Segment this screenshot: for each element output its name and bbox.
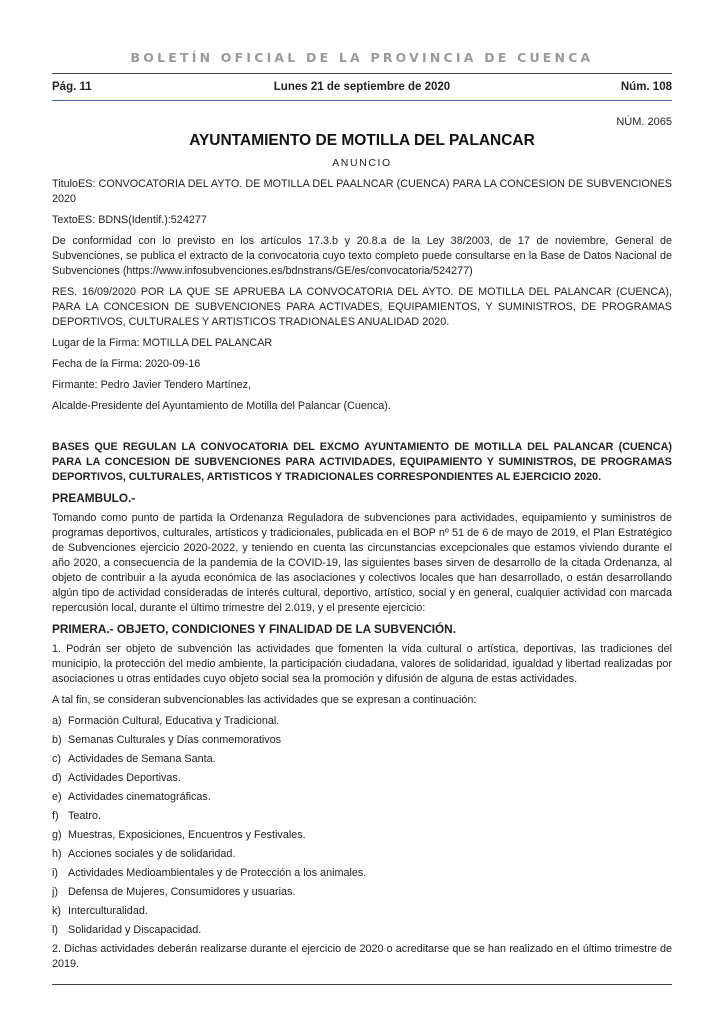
primera-heading: PRIMERA.- OBJETO, CONDICIONES Y FINALIDAD DE LA SUBVENCIÓN. xyxy=(52,622,456,636)
signature-place: Lugar de la Firma: MOTILLA DEL PALANCAR xyxy=(52,337,273,349)
list-item-text: Actividades de Semana Santa. xyxy=(68,753,216,765)
bulletin-masthead: BOLETÍN OFICIAL DE LA PROVINCIA DE CUENCA xyxy=(130,50,594,65)
list-item-text: Acciones sociales y de solidaridad. xyxy=(68,848,236,860)
list-item-text: Actividades Medioambientales y de Protección a los animales. xyxy=(68,867,367,879)
list-item-text: Semanas Culturales y Días conmemorativos xyxy=(68,734,282,746)
list-item xyxy=(52,904,672,919)
list-item-key: k) xyxy=(52,905,61,917)
preambulo-text: Tomando como punto de partida la Ordenanza Reguladora de subvenciones para actividades, equipamiento y suministros de programas deportivos, culturales, artísticos y tradicionales, publicada en el BOP nº 51 de 6 de mayo de 2019, el Plan Estratégico de Subvenciones ejercicio 2020-2022, y teniendo en cuenta las circunstancias excepcionales que estamos viviendo durante el año 2020, a consecuencia de la pandemia de la COVID-19, las siguientes bases sirven de desarrollo de la citada Ordenanza, al objeto de contribuir a la ayuda económica de las asociaciones y colectivos locales que han desarrollado, o están desarrollando algún tipo de actividad consideradas de interés cultural, deportivo, artístico, social y en general, cualquier actividad con marcada repercusión local, durante el último trimestre del 2.019, y el presente ejercicio: xyxy=(52,512,672,614)
list-item xyxy=(52,866,672,881)
footer-rule xyxy=(52,984,672,985)
document-subtitle: ANUNCIO xyxy=(332,157,392,169)
intro-paragraph: TituloES: CONVOCATORIA DEL AYTO. DE MOTILLA DEL PAALNCAR (CUENCA) PARA LA CONCESION DE SUBVENCIONES 2020 xyxy=(52,178,672,205)
header-bottom-rule xyxy=(52,100,672,101)
list-item-key: i) xyxy=(52,867,58,879)
list-item xyxy=(52,714,672,729)
signature-date: Fecha de la Firma: 2020-09-16 xyxy=(52,358,201,370)
document-body xyxy=(52,177,672,978)
header-issue-number: Núm. 108 xyxy=(620,81,672,93)
preambulo-heading: PREAMBULO.- xyxy=(52,491,136,505)
list-item-key: j) xyxy=(52,886,58,898)
document-title: AYUNTAMIENTO DE MOTILLA DEL PALANCAR xyxy=(189,132,535,149)
list-item xyxy=(52,752,672,767)
primera-paragraph: 1. Podrán ser objeto de subvención las actividades que fomenten la vida cultural o artística, deportivas, las tradiciones del municipio, la protección del medio ambiente, la participación ciudadana, valores de solidaridad, igualdad y libertad realizadas por asociaciones u otras entidades cuyo objeto social sea la promoción y difusión de alguna de estas actividades. xyxy=(52,643,672,685)
list-item-key: b) xyxy=(52,734,62,746)
list-item xyxy=(52,923,672,938)
list-item-text: Actividades cinematográficas. xyxy=(68,791,211,803)
header-date: Lunes 21 de septiembre de 2020 xyxy=(273,81,451,93)
list-item-key: h) xyxy=(52,848,62,860)
list-item-text: Muestras, Exposiciones, Encuentros y Festivales. xyxy=(68,829,306,841)
list-item-text: Actividades Deportivas. xyxy=(68,772,181,784)
list-item xyxy=(52,790,672,805)
list-item-text: Formación Cultural, Educativa y Tradicional. xyxy=(68,715,280,727)
list-item-key: l) xyxy=(52,924,58,936)
list-item-key: c) xyxy=(52,753,61,765)
signatory-role: Alcalde-Presidente del Ayuntamiento de Motilla del Palancar (Cuenca). xyxy=(52,400,391,412)
intro-paragraph: RES. 16/09/2020 POR LA QUE SE APRUEBA LA CONVOCATORIA DEL AYTO. DE MOTILLA DEL PALANCAR (CUENCA), PARA LA CONCESION DE SUBVENCIONES PARA ACTIVADES, EQUIPAMIENTOS, Y SUMINISTROS, DE PROGRAMAS DEPORTIVOS, CULTURALES Y ARTISTICOS TRADIONALES ANUALIDAD 2020. xyxy=(52,286,672,328)
list-item-text: Defensa de Mujeres, Consumidores y usuarias. xyxy=(68,886,296,898)
activities-list xyxy=(52,714,672,938)
primera-paragraph: A tal fin, se consideran subvencionables las actividades que se expresan a continuación: xyxy=(52,694,477,706)
intro-paragraph: De conformidad con lo previsto en los artículos 17.3.b y 20.8.a de la Ley 38/2003, de 17 de noviembre, General de Subvenciones, se publica el extracto de la convocatoria cuyo texto completo puede consultarse en la Base de Datos Nacional de Subvenciones (https://www.infosubvenciones.es/bdnstrans/GE/es/convocatoria/524277) xyxy=(52,235,672,277)
intro-paragraph: TextoES: BDNS(Identif.):524277 xyxy=(52,214,207,226)
list-item-text: Interculturalidad. xyxy=(68,905,148,917)
list-item-text: Teatro. xyxy=(68,810,102,822)
signatory: Firmante: Pedro Javier Tendero Martínez, xyxy=(52,379,252,391)
list-item xyxy=(52,847,672,862)
list-item-text: Solidaridad y Discapacidad. xyxy=(68,924,202,936)
list-item-key: f) xyxy=(52,810,59,822)
primera-paragraph: 2. Dichas actividades deberán realizarse durante el ejercicio de 2020 o acreditarse que se han realizado en el último trimestre de 2019. xyxy=(52,943,672,970)
announcement-number: NÚM. 2065 xyxy=(616,116,672,128)
list-item xyxy=(52,771,672,786)
list-item xyxy=(52,733,672,748)
list-item-key: a) xyxy=(52,715,62,727)
list-item xyxy=(52,809,672,824)
list-item xyxy=(52,828,672,843)
list-item-key: d) xyxy=(52,772,62,784)
header-top-rule xyxy=(52,73,672,74)
header-page-number: Pág. 11 xyxy=(52,81,92,93)
list-item-key: g) xyxy=(52,829,62,841)
bases-title: BASES QUE REGULAN LA CONVOCATORIA DEL EXCMO AYUNTAMIENTO DE MOTILLA DEL PALANCAR (CUENCA) PARA LA CONCESION DE SUBVENCIONES PARA ACTIVIDADES, EQUIPAMIENTO Y SUMINISTROS, DE PROGRAMAS DEPORTIVOS, CULTURALES, ARTISTICOS Y TRADICIONALES CORRESPONDIENTES AL EJERCICIO 2020. xyxy=(52,441,672,483)
list-item xyxy=(52,885,672,900)
list-item-key: e) xyxy=(52,791,62,803)
